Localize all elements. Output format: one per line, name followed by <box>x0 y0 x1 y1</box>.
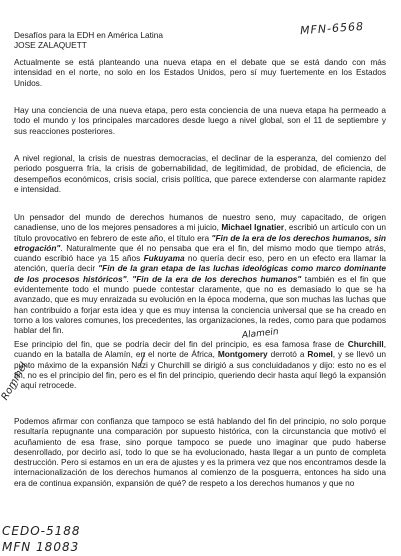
paragraph-2: Hay una conciencia de una nueva etapa, pero esta conciencia de una nueva etapa ha permeado a todo el mundo y los principales marcadores desde luego a nivel global, son el 11 de septiembre y sus reacciones posteriores. <box>14 105 386 136</box>
name-montgomery: Montgomery <box>217 349 268 360</box>
p5-text: , y se llevó un punto máximo de la expansión Nazi y Churchill se dirigió a sus concluidadanos y dijo: esto no es el fin, no es el principio del fin, pero es el fin del principio, queriendo decir hasta aquí llegó la expansión y aquí retrocede. <box>14 349 386 391</box>
name-romel: Romel <box>307 349 333 360</box>
name-ignatier: Michael Ignatier <box>221 222 285 233</box>
handwritten-code-bottom-1: CEDO-5188 <box>2 524 81 538</box>
p4-text: , escribió un artículo con un título provocativo en febrero de este año, el título era <box>14 222 386 243</box>
p5-text: derrotó a <box>267 349 308 360</box>
handwritten-alamein: Alamein <box>241 327 280 341</box>
handwritten-code-top: MFN-6568 <box>299 19 365 38</box>
p4-text: Un pensador del mundo de derechos humanos de nuestro seno, muy capacitado, de origen canadiense, uno de los mejores pensadores a mi juicio, <box>14 212 386 233</box>
quote-fin-era: "Fin de la era de los derechos humanos" <box>132 273 302 284</box>
document-title: Desafíos para la EDH en América Latina <box>14 30 163 40</box>
p4-text: también es el fin que evidentemente todo el mundo puede contestar claramente, que no es demasiado lo que se ha avanzado, que es muy enraizada su evolución en la época moderna, que son muchas las luchas que han contribuido a forjar esta idea y que es muy intensa la conciencia universal que se ha creado en torno a los valores comunes, los precedentes, las organizaciones, la redes, como para que podamos hablar del fin. <box>14 273 386 336</box>
paragraph-4 <box>14 212 386 336</box>
p5-text: , cuando en la batalla de Alamín, en el norte de África, <box>14 339 386 360</box>
p4-text: . <box>126 273 133 284</box>
p4-text: . Naturalmente que él no pensaba que era el fin, del mismo modo que tiempo atrás, cuando escribió hace ya 15 años <box>14 242 386 264</box>
paragraph-1: Actualmente se está planteando una nueva etapa en el debate que se está dando con más intensidad en el norte, no solo en los Estados Unidos, pero sí muy fuertemente en los Estados Unidos. <box>14 57 386 88</box>
handwritten-code-bottom-2: MFN 18083 <box>2 540 80 554</box>
paragraph-6: Podemos afirmar con confianza que tampoco se está hablando del fin del principio, no solo porque resultaría repugnante una comparación por supuesto histórica, con la circunstancia que motivó el acuñamiento de esa frase, sino porque tampoco se puede uno imaginar que pudo haberse desenrollado, por decirlo así, todo lo que se ha evolucionado, hasta llegar a un punto de completa destrucción. Pero si estamos en un era de ajustes y es la primera vez que nos encontramos desde la internacionalización de los derechos humanos al comienzo de la posguerra, entonces ha sido una era de continua expansión, expansión de qué? de respeto a los derechos humanos y que no <box>14 416 386 488</box>
p4-text: no quería decir eso, pero en un efecto era llamar la atención, quería decir <box>14 253 386 274</box>
p5-text: Ese principio del fin, que se podría decir del fin del principio, es esa famosa frase de <box>14 339 348 349</box>
name-churchill: Churchill <box>347 339 384 349</box>
quote-fukuyama: "Fin de la gran etapa de las luchas ideológicas como marco dominante de los procesos históricos" <box>14 263 386 284</box>
paragraph-3: A nivel regional, la crisis de nuestras democracias, el declinar de la esperanza, del comienzo del periodo posguerra fría, la crisis de gobernabilidad, de legitimidad, de probidad, de eficiencia, de desempeños económicos, crisis social, crisis política, que parece extenderse con alarmante rapidez e intensidad. <box>14 153 386 194</box>
paragraph-5 <box>14 339 386 390</box>
name-fukuyama: Fukuyama <box>143 253 185 264</box>
document-author: JOSE ZALAQUETT <box>14 40 87 50</box>
quote-article-title: "Fin de la era de los derechos humanos, sin etrogación" <box>14 232 387 253</box>
handwritten-rommel: Rommel <box>0 360 30 403</box>
